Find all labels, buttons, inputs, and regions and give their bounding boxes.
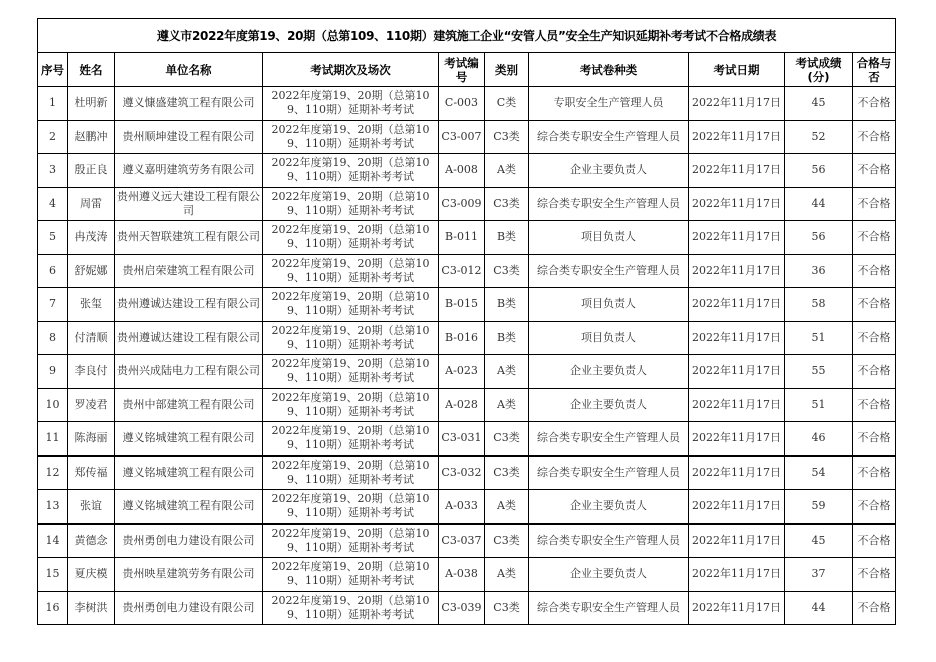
cell-date: 2022年11月17日 <box>689 120 785 154</box>
cell-session: 2022年度第19、20期（总第109、110期）延期补考考试 <box>263 388 439 422</box>
cell-company: 贵州遵义远大建设工程有限公司 <box>115 187 263 221</box>
cell-date: 2022年11月17日 <box>689 490 785 524</box>
cell-category: A类 <box>485 154 529 188</box>
cell-category: C3类 <box>485 120 529 154</box>
cell-paper: 项目负责人 <box>529 321 689 355</box>
table-row <box>38 355 896 389</box>
cell-company: 贵州天智联建筑工程有限公司 <box>115 221 263 255</box>
title-row <box>38 19 896 53</box>
cell-result: 不合格 <box>853 120 896 154</box>
cell-exam-id: B-016 <box>439 321 485 355</box>
table-row <box>38 591 896 625</box>
cell-company: 贵州勇创电力建设有限公司 <box>115 524 263 558</box>
cell-score: 37 <box>785 558 853 592</box>
cell-no: 6 <box>38 254 68 288</box>
cell-paper: 企业主要负责人 <box>529 388 689 422</box>
cell-date: 2022年11月17日 <box>689 288 785 322</box>
cell-company: 贵州中部建筑工程有限公司 <box>115 388 263 422</box>
cell-result: 不合格 <box>853 524 896 558</box>
cell-result: 不合格 <box>853 87 896 121</box>
cell-result: 不合格 <box>853 187 896 221</box>
results-table <box>37 18 896 625</box>
table-row <box>38 321 896 355</box>
cell-no: 4 <box>38 187 68 221</box>
cell-exam-id: A-008 <box>439 154 485 188</box>
header-name: 姓名 <box>68 53 115 87</box>
cell-category: C3类 <box>485 591 529 625</box>
cell-category: C类 <box>485 87 529 121</box>
cell-result: 不合格 <box>853 490 896 524</box>
cell-result: 不合格 <box>853 558 896 592</box>
cell-no: 11 <box>38 422 68 456</box>
cell-session: 2022年度第19、20期（总第109、110期）延期补考考试 <box>263 120 439 154</box>
cell-exam-id: C-003 <box>439 87 485 121</box>
cell-name: 黄德念 <box>68 524 115 558</box>
header-session: 考试期次及场次 <box>263 53 439 87</box>
cell-score: 36 <box>785 254 853 288</box>
cell-date: 2022年11月17日 <box>689 221 785 255</box>
header-paper: 考试卷种类 <box>529 53 689 87</box>
cell-exam-id: C3-009 <box>439 187 485 221</box>
cell-no: 13 <box>38 490 68 524</box>
cell-exam-id: C3-032 <box>439 456 485 490</box>
cell-name: 李良付 <box>68 355 115 389</box>
cell-exam-id: B-011 <box>439 221 485 255</box>
cell-date: 2022年11月17日 <box>689 591 785 625</box>
cell-score: 45 <box>785 87 853 121</box>
cell-exam-id: B-015 <box>439 288 485 322</box>
cell-no: 3 <box>38 154 68 188</box>
cell-session: 2022年度第19、20期（总第109、110期）延期补考考试 <box>263 221 439 255</box>
cell-exam-id: C3-007 <box>439 120 485 154</box>
cell-exam-id: C3-037 <box>439 524 485 558</box>
cell-session: 2022年度第19、20期（总第109、110期）延期补考考试 <box>263 87 439 121</box>
cell-company: 遵义嘉明建筑劳务有限公司 <box>115 154 263 188</box>
cell-category: A类 <box>485 388 529 422</box>
cell-score: 51 <box>785 321 853 355</box>
cell-exam-id: A-028 <box>439 388 485 422</box>
cell-paper: 综合类专职安全生产管理人员 <box>529 187 689 221</box>
cell-category: C3类 <box>485 254 529 288</box>
cell-name: 夏庆模 <box>68 558 115 592</box>
cell-score: 54 <box>785 456 853 490</box>
table-row <box>38 558 896 592</box>
cell-no: 1 <box>38 87 68 121</box>
cell-name: 张玺 <box>68 288 115 322</box>
cell-result: 不合格 <box>853 388 896 422</box>
cell-company: 贵州遵诚达建设工程有限公司 <box>115 288 263 322</box>
cell-paper: 综合类专职安全生产管理人员 <box>529 591 689 625</box>
header-date: 考试日期 <box>689 53 785 87</box>
cell-no: 14 <box>38 524 68 558</box>
cell-company: 贵州顺坤建设工程有限公司 <box>115 120 263 154</box>
table-row <box>38 490 896 524</box>
table-row <box>38 388 896 422</box>
header-no: 序号 <box>38 53 68 87</box>
cell-name: 冉茂涛 <box>68 221 115 255</box>
cell-paper: 企业主要负责人 <box>529 490 689 524</box>
cell-company: 贵州勇创电力建设有限公司 <box>115 591 263 625</box>
cell-score: 56 <box>785 154 853 188</box>
table-row <box>38 288 896 322</box>
cell-no: 5 <box>38 221 68 255</box>
cell-company: 贵州映星建筑劳务有限公司 <box>115 558 263 592</box>
cell-paper: 综合类专职安全生产管理人员 <box>529 456 689 490</box>
cell-category: A类 <box>485 490 529 524</box>
cell-session: 2022年度第19、20期（总第109、110期）延期补考考试 <box>263 422 439 456</box>
cell-result: 不合格 <box>853 154 896 188</box>
cell-company: 遵义铭城建筑工程有限公司 <box>115 490 263 524</box>
cell-paper: 项目负责人 <box>529 221 689 255</box>
cell-exam-id: A-038 <box>439 558 485 592</box>
cell-company: 遵义铭城建筑工程有限公司 <box>115 422 263 456</box>
table-row <box>38 254 896 288</box>
header-row <box>38 53 896 87</box>
cell-date: 2022年11月17日 <box>689 154 785 188</box>
cell-score: 58 <box>785 288 853 322</box>
cell-date: 2022年11月17日 <box>689 254 785 288</box>
cell-result: 不合格 <box>853 456 896 490</box>
cell-no: 9 <box>38 355 68 389</box>
cell-date: 2022年11月17日 <box>689 355 785 389</box>
cell-paper: 专职安全生产管理人员 <box>529 87 689 121</box>
cell-date: 2022年11月17日 <box>689 524 785 558</box>
header-category: 类别 <box>485 53 529 87</box>
cell-date: 2022年11月17日 <box>689 422 785 456</box>
cell-paper: 综合类专职安全生产管理人员 <box>529 120 689 154</box>
cell-score: 44 <box>785 187 853 221</box>
cell-session: 2022年度第19、20期（总第109、110期）延期补考考试 <box>263 524 439 558</box>
cell-date: 2022年11月17日 <box>689 388 785 422</box>
cell-session: 2022年度第19、20期（总第109、110期）延期补考考试 <box>263 355 439 389</box>
cell-paper: 企业主要负责人 <box>529 558 689 592</box>
cell-category: C3类 <box>485 524 529 558</box>
cell-category: B类 <box>485 221 529 255</box>
cell-date: 2022年11月17日 <box>689 187 785 221</box>
cell-name: 郑传福 <box>68 456 115 490</box>
cell-company: 贵州遵诚达建设工程有限公司 <box>115 321 263 355</box>
cell-result: 不合格 <box>853 221 896 255</box>
cell-score: 45 <box>785 524 853 558</box>
cell-score: 52 <box>785 120 853 154</box>
cell-date: 2022年11月17日 <box>689 321 785 355</box>
cell-name: 周雷 <box>68 187 115 221</box>
header-exam-id: 考试编号 <box>439 53 485 87</box>
cell-no: 12 <box>38 456 68 490</box>
cell-name: 张谊 <box>68 490 115 524</box>
table-row <box>38 187 896 221</box>
cell-result: 不合格 <box>853 288 896 322</box>
cell-name: 杜明新 <box>68 87 115 121</box>
cell-no: 2 <box>38 120 68 154</box>
cell-exam-id: A-023 <box>439 355 485 389</box>
cell-name: 赵鹏冲 <box>68 120 115 154</box>
cell-date: 2022年11月17日 <box>689 558 785 592</box>
cell-exam-id: C3-031 <box>439 422 485 456</box>
cell-paper: 项目负责人 <box>529 288 689 322</box>
cell-result: 不合格 <box>853 321 896 355</box>
cell-name: 殷正良 <box>68 154 115 188</box>
cell-category: C3类 <box>485 422 529 456</box>
table-row <box>38 456 896 490</box>
cell-category: B类 <box>485 288 529 322</box>
cell-paper: 企业主要负责人 <box>529 154 689 188</box>
cell-session: 2022年度第19、20期（总第109、110期）延期补考考试 <box>263 591 439 625</box>
cell-paper: 综合类专职安全生产管理人员 <box>529 422 689 456</box>
table-row <box>38 422 896 456</box>
cell-date: 2022年11月17日 <box>689 456 785 490</box>
cell-no: 8 <box>38 321 68 355</box>
cell-no: 10 <box>38 388 68 422</box>
cell-paper: 综合类专职安全生产管理人员 <box>529 524 689 558</box>
cell-session: 2022年度第19、20期（总第109、110期）延期补考考试 <box>263 490 439 524</box>
cell-category: B类 <box>485 321 529 355</box>
cell-session: 2022年度第19、20期（总第109、110期）延期补考考试 <box>263 288 439 322</box>
cell-exam-id: A-033 <box>439 490 485 524</box>
cell-exam-id: C3-012 <box>439 254 485 288</box>
cell-score: 44 <box>785 591 853 625</box>
table-row <box>38 154 896 188</box>
table-row <box>38 120 896 154</box>
cell-company: 遵义铭城建筑工程有限公司 <box>115 456 263 490</box>
cell-no: 16 <box>38 591 68 625</box>
cell-score: 55 <box>785 355 853 389</box>
cell-name: 罗凌君 <box>68 388 115 422</box>
cell-company: 贵州兴成陆电力工程有限公司 <box>115 355 263 389</box>
cell-score: 59 <box>785 490 853 524</box>
cell-name: 舒妮娜 <box>68 254 115 288</box>
cell-company: 遵义慷盛建筑工程有限公司 <box>115 87 263 121</box>
cell-score: 56 <box>785 221 853 255</box>
cell-no: 15 <box>38 558 68 592</box>
table-row <box>38 524 896 558</box>
cell-session: 2022年度第19、20期（总第109、110期）延期补考考试 <box>263 254 439 288</box>
table-title: 遵义市2022年度第19、20期（总第109、110期）建筑施工企业“安管人员”安全生产知识延期补考考试不合格成绩表 <box>38 19 896 53</box>
cell-name: 付清顺 <box>68 321 115 355</box>
table-row <box>38 87 896 121</box>
cell-session: 2022年度第19、20期（总第109、110期）延期补考考试 <box>263 321 439 355</box>
cell-paper: 综合类专职安全生产管理人员 <box>529 254 689 288</box>
cell-result: 不合格 <box>853 591 896 625</box>
cell-session: 2022年度第19、20期（总第109、110期）延期补考考试 <box>263 558 439 592</box>
cell-company: 贵州启荣建筑工程有限公司 <box>115 254 263 288</box>
cell-session: 2022年度第19、20期（总第109、110期）延期补考考试 <box>263 154 439 188</box>
header-score: 考试成绩(分) <box>785 53 853 87</box>
cell-category: C3类 <box>485 456 529 490</box>
cell-session: 2022年度第19、20期（总第109、110期）延期补考考试 <box>263 187 439 221</box>
cell-result: 不合格 <box>853 254 896 288</box>
cell-exam-id: C3-039 <box>439 591 485 625</box>
header-result: 合格与否 <box>853 53 896 87</box>
cell-result: 不合格 <box>853 422 896 456</box>
cell-date: 2022年11月17日 <box>689 87 785 121</box>
cell-category: A类 <box>485 355 529 389</box>
cell-paper: 企业主要负责人 <box>529 355 689 389</box>
table-row <box>38 221 896 255</box>
cell-name: 李树洪 <box>68 591 115 625</box>
cell-result: 不合格 <box>853 355 896 389</box>
cell-name: 陈海丽 <box>68 422 115 456</box>
cell-category: A类 <box>485 558 529 592</box>
cell-category: C3类 <box>485 187 529 221</box>
cell-score: 51 <box>785 388 853 422</box>
cell-no: 7 <box>38 288 68 322</box>
cell-score: 46 <box>785 422 853 456</box>
cell-session: 2022年度第19、20期（总第109、110期）延期补考考试 <box>263 456 439 490</box>
header-company: 单位名称 <box>115 53 263 87</box>
